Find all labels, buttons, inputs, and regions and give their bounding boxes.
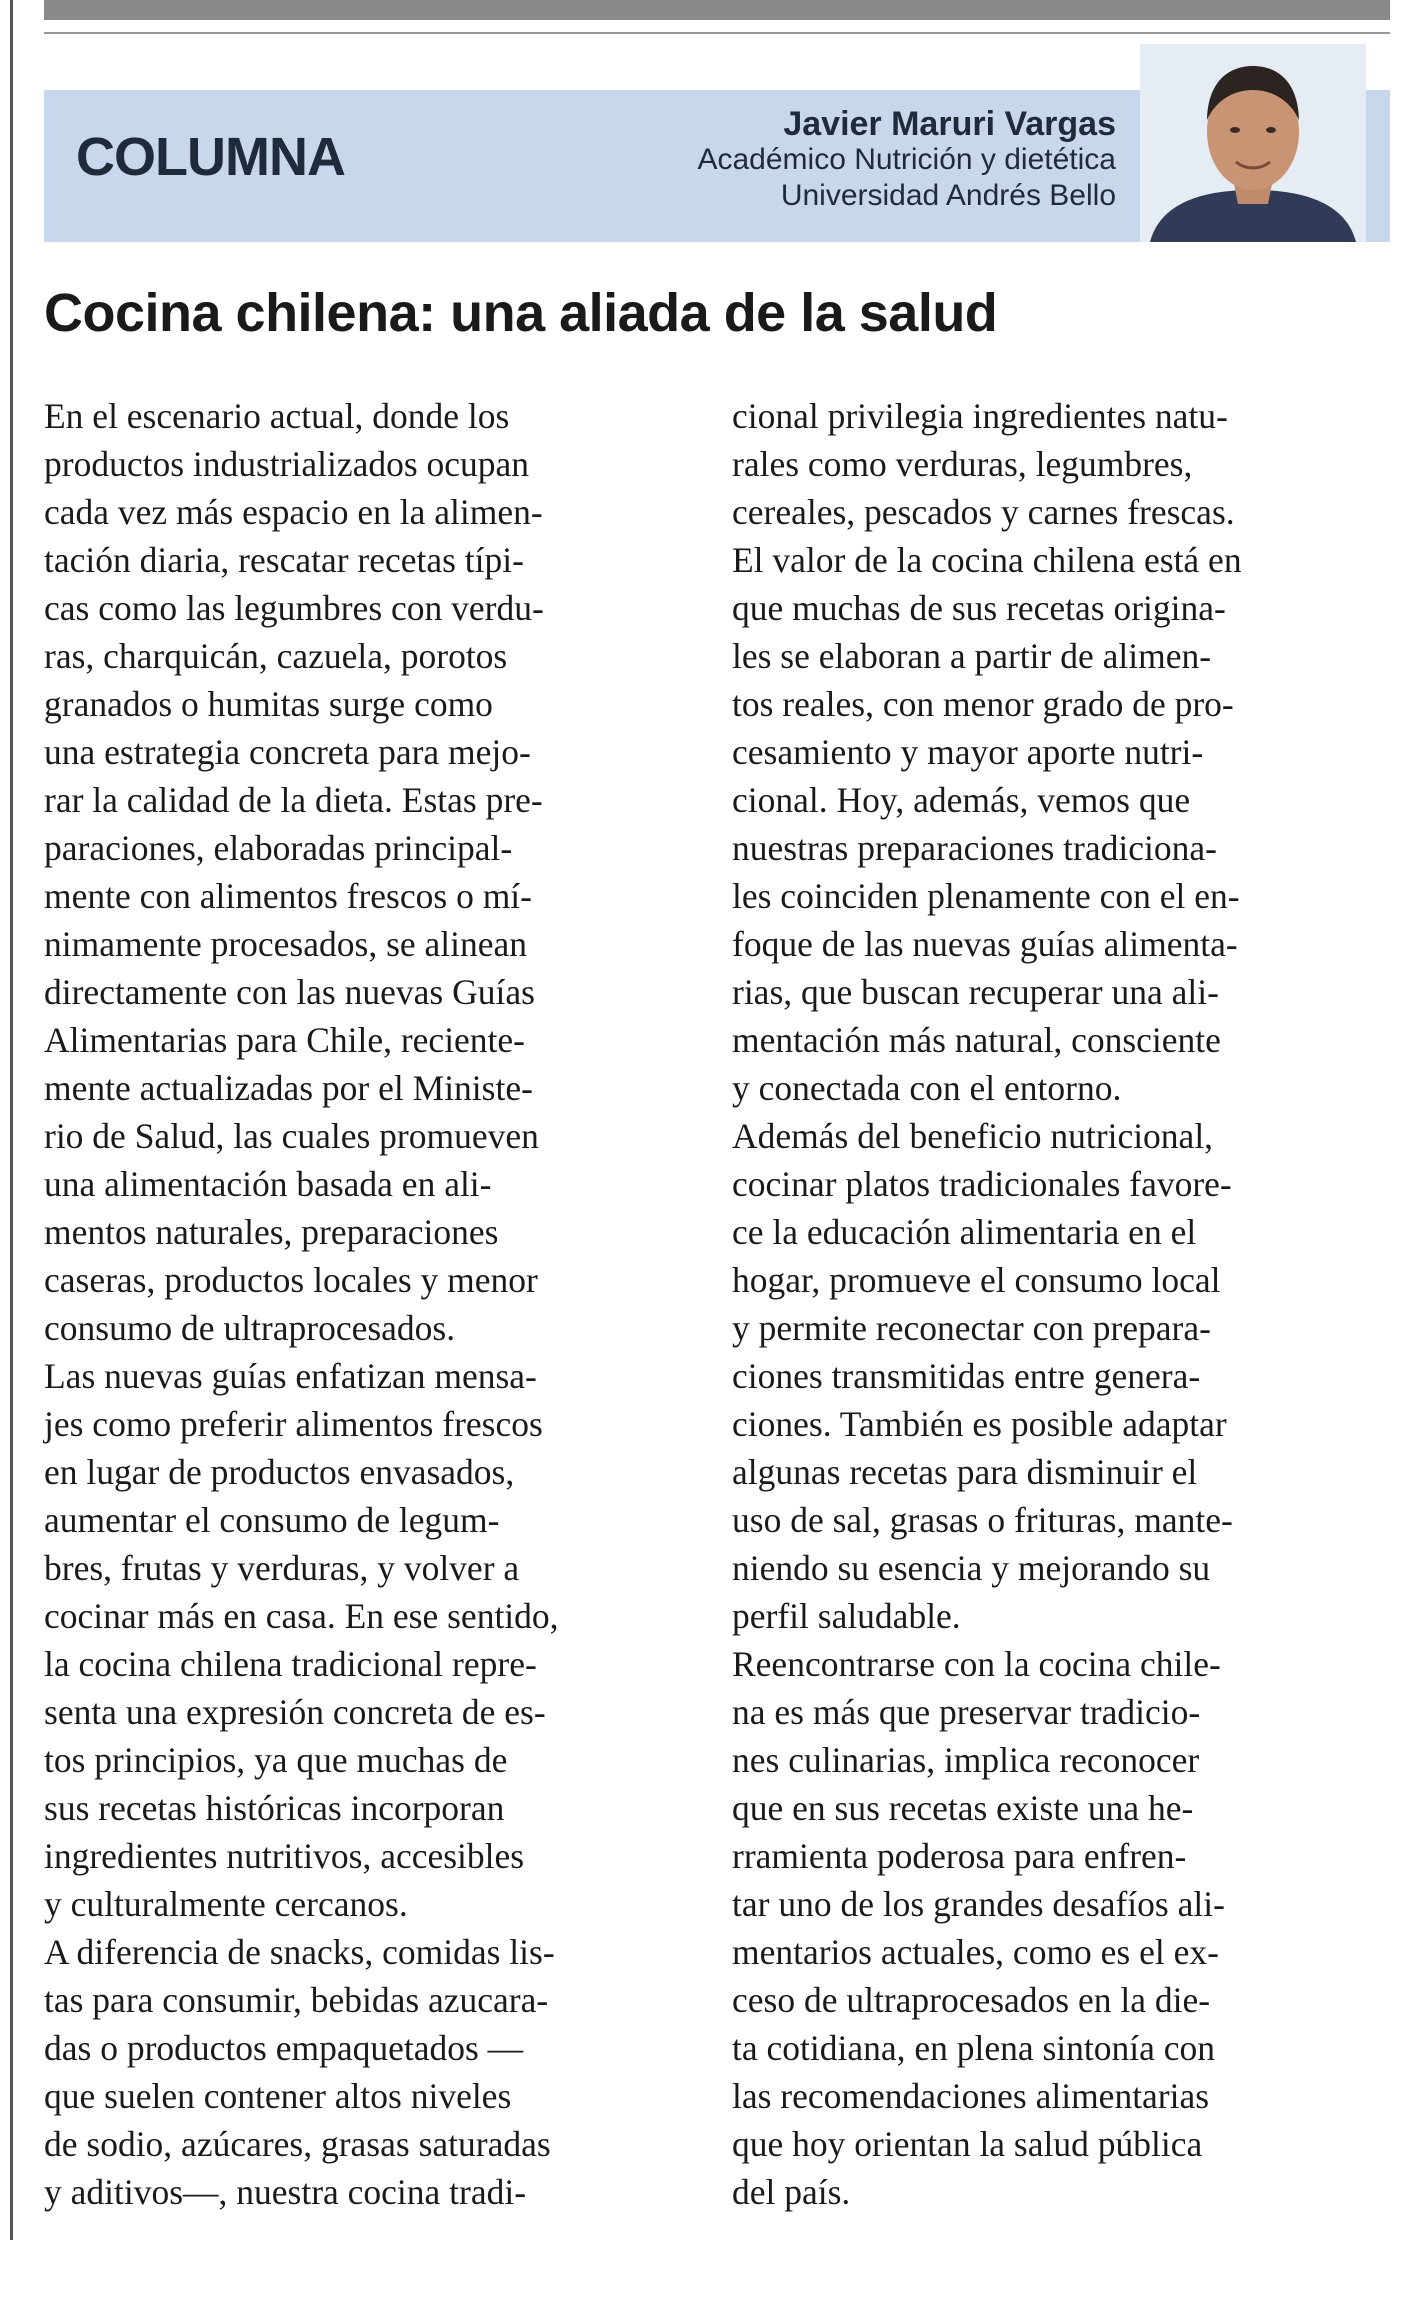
article-text-line: El valor de la cocina chilena está en — [732, 540, 1242, 580]
article-text-line: y permite reconectar con prepara- — [732, 1308, 1211, 1348]
article-text-line: de sodio, azúcares, grasas saturadas — [44, 2124, 551, 2164]
article-column-2 — [732, 392, 1377, 2216]
article-text-line: granados o humitas surge como — [44, 684, 493, 724]
article-text-line: les se elaboran a partir de alimen- — [732, 636, 1212, 676]
article-text-line: ce la educación alimentaria en el — [732, 1212, 1197, 1252]
article-text-line: mentación más natural, consciente — [732, 1020, 1221, 1060]
article-text-line: tos reales, con menor grado de pro- — [732, 684, 1234, 724]
article-text-line: sus recetas históricas incorporan — [44, 1788, 505, 1828]
article-text-line: les coinciden plenamente con el en- — [732, 876, 1240, 916]
author-org: Universidad Andrés Bello — [780, 179, 1116, 212]
article-text-line: hogar, promueve el consumo local — [732, 1260, 1221, 1300]
article-text-line: bres, frutas y verduras, y volver a — [44, 1548, 520, 1588]
article-text-line: En el escenario actual, donde los — [44, 396, 510, 436]
article-text-line: ingredientes nutritivos, accesibles — [44, 1836, 525, 1876]
article-text-line: tas para consumir, bebidas azucara- — [44, 1980, 549, 2020]
article-text-line: rramienta poderosa para enfren- — [732, 1836, 1187, 1876]
article-text-line: consumo de ultraprocesados. — [44, 1308, 456, 1348]
article-text-line: cas como las legumbres con verdu- — [44, 588, 544, 628]
article-text-line: cada vez más espacio en la alimen- — [44, 492, 543, 532]
article-text-line: que suelen contener altos niveles — [44, 2076, 512, 2116]
article-text-line: una alimentación basada en ali- — [44, 1164, 492, 1204]
article-text-line: mentos naturales, preparaciones — [44, 1212, 499, 1252]
article-text-line: A diferencia de snacks, comidas lis- — [44, 1932, 555, 1972]
top-gray-bar — [44, 0, 1390, 20]
article-text-line: ciones. También es posible adaptar — [732, 1404, 1227, 1444]
article-text-line: Las nuevas guías enfatizan mensa- — [44, 1356, 537, 1396]
article-text-line: ceso de ultraprocesados en la die- — [732, 1980, 1211, 2020]
article-text-line: tación diaria, rescatar recetas típi- — [44, 540, 524, 580]
author-portrait-icon — [1140, 44, 1366, 242]
article-text-line: una estrategia concreta para mejo- — [44, 732, 531, 772]
article-text-line: niendo su esencia y mejorando su — [732, 1548, 1211, 1588]
top-divider-line — [44, 32, 1390, 34]
article-text-line: cional privilegia ingredientes natu- — [732, 396, 1228, 436]
author-name: Javier Maruri Vargas — [783, 105, 1116, 143]
article-text-line: caseras, productos locales y menor — [44, 1260, 538, 1300]
article-text-line: Además del beneficio nutricional, — [732, 1116, 1214, 1156]
article-text-line: uso de sal, grasas o frituras, mante- — [732, 1500, 1233, 1540]
article-text-line: Reencontrarse con la cocina chile- — [732, 1644, 1221, 1684]
article-text-line: y culturalmente cercanos. — [44, 1884, 408, 1924]
article-text-line: nimamente procesados, se alinean — [44, 924, 528, 964]
article-text-line: na es más que preservar tradicio- — [732, 1692, 1201, 1732]
article-text-line: rias, que buscan recuperar una ali- — [732, 972, 1219, 1012]
article-text-line: y aditivos—, nuestra cocina tradi- — [44, 2172, 527, 2212]
article-text-line: aumentar el consumo de legum- — [44, 1500, 500, 1540]
article-text-line: perfil saludable. — [732, 1596, 961, 1636]
article-text-line: que muchas de sus recetas origina- — [732, 588, 1226, 628]
section-label: COLUMNA — [76, 127, 345, 187]
article-text-line: nuestras preparaciones tradiciona- — [732, 828, 1217, 868]
article-text-line: las recomendaciones alimentarias — [732, 2076, 1210, 2116]
article-column-1 — [44, 392, 689, 2216]
article-text-line: del país. — [732, 2172, 851, 2212]
article-text-line: cional. Hoy, además, vemos que — [732, 780, 1191, 820]
left-margin-rule — [10, 0, 13, 2240]
article-text-line: cocinar platos tradicionales favore- — [732, 1164, 1232, 1204]
article-text-line: la cocina chilena tradicional repre- — [44, 1644, 537, 1684]
article-text-line: y conectada con el entorno. — [732, 1068, 1122, 1108]
article-text-line: mentarios actuales, como es el ex- — [732, 1932, 1219, 1972]
article-text-line: algunas recetas para disminuir el — [732, 1452, 1198, 1492]
article-text-line: tar uno de los grandes desafíos ali- — [732, 1884, 1225, 1924]
article-text-line: rio de Salud, las cuales promueven — [44, 1116, 539, 1156]
article-text-line: productos industrializados ocupan — [44, 444, 530, 484]
article-text-line: cereales, pescados y carnes frescas. — [732, 492, 1235, 532]
article-text-line: rar la calidad de la dieta. Estas pre- — [44, 780, 543, 820]
article-text-line: cesamiento y mayor aporte nutri- — [732, 732, 1204, 772]
article-text-line: ciones transmitidas entre genera- — [732, 1356, 1201, 1396]
article-text-line: mente actualizadas por el Ministe- — [44, 1068, 533, 1108]
author-role: Académico Nutrición y dietética — [697, 143, 1116, 176]
article-text-line: mente con alimentos frescos o mí- — [44, 876, 532, 916]
article-text-line: que en sus recetas existe una he- — [732, 1788, 1194, 1828]
article-text-line: nes culinarias, implica reconocer — [732, 1740, 1200, 1780]
article-text-line: en lugar de productos envasados, — [44, 1452, 515, 1492]
article-text-line: tos principios, ya que muchas de — [44, 1740, 508, 1780]
article-text-line: senta una expresión concreta de es- — [44, 1692, 546, 1732]
article-text-line: Alimentarias para Chile, reciente- — [44, 1020, 526, 1060]
article-text-line: ta cotidiana, en plena sintonía con — [732, 2028, 1216, 2068]
article-text-line: directamente con las nuevas Guías — [44, 972, 535, 1012]
author-block — [697, 106, 1116, 214]
article-text-line: ras, charquicán, cazuela, porotos — [44, 636, 508, 676]
article-text-line: paraciones, elaboradas principal- — [44, 828, 513, 868]
article-text-line: cocinar más en casa. En ese sentido, — [44, 1596, 559, 1636]
article-text-line: que hoy orientan la salud pública — [732, 2124, 1203, 2164]
article-text-line: rales como verduras, legumbres, — [732, 444, 1193, 484]
article-headline: Cocina chilena: una aliada de la salud — [44, 283, 998, 343]
article-text-line: das o productos empaquetados — — [44, 2028, 524, 2068]
article-text-line: jes como preferir alimentos frescos — [44, 1404, 543, 1444]
author-photo — [1140, 44, 1366, 242]
article-text-line: foque de las nuevas guías alimenta- — [732, 924, 1238, 964]
